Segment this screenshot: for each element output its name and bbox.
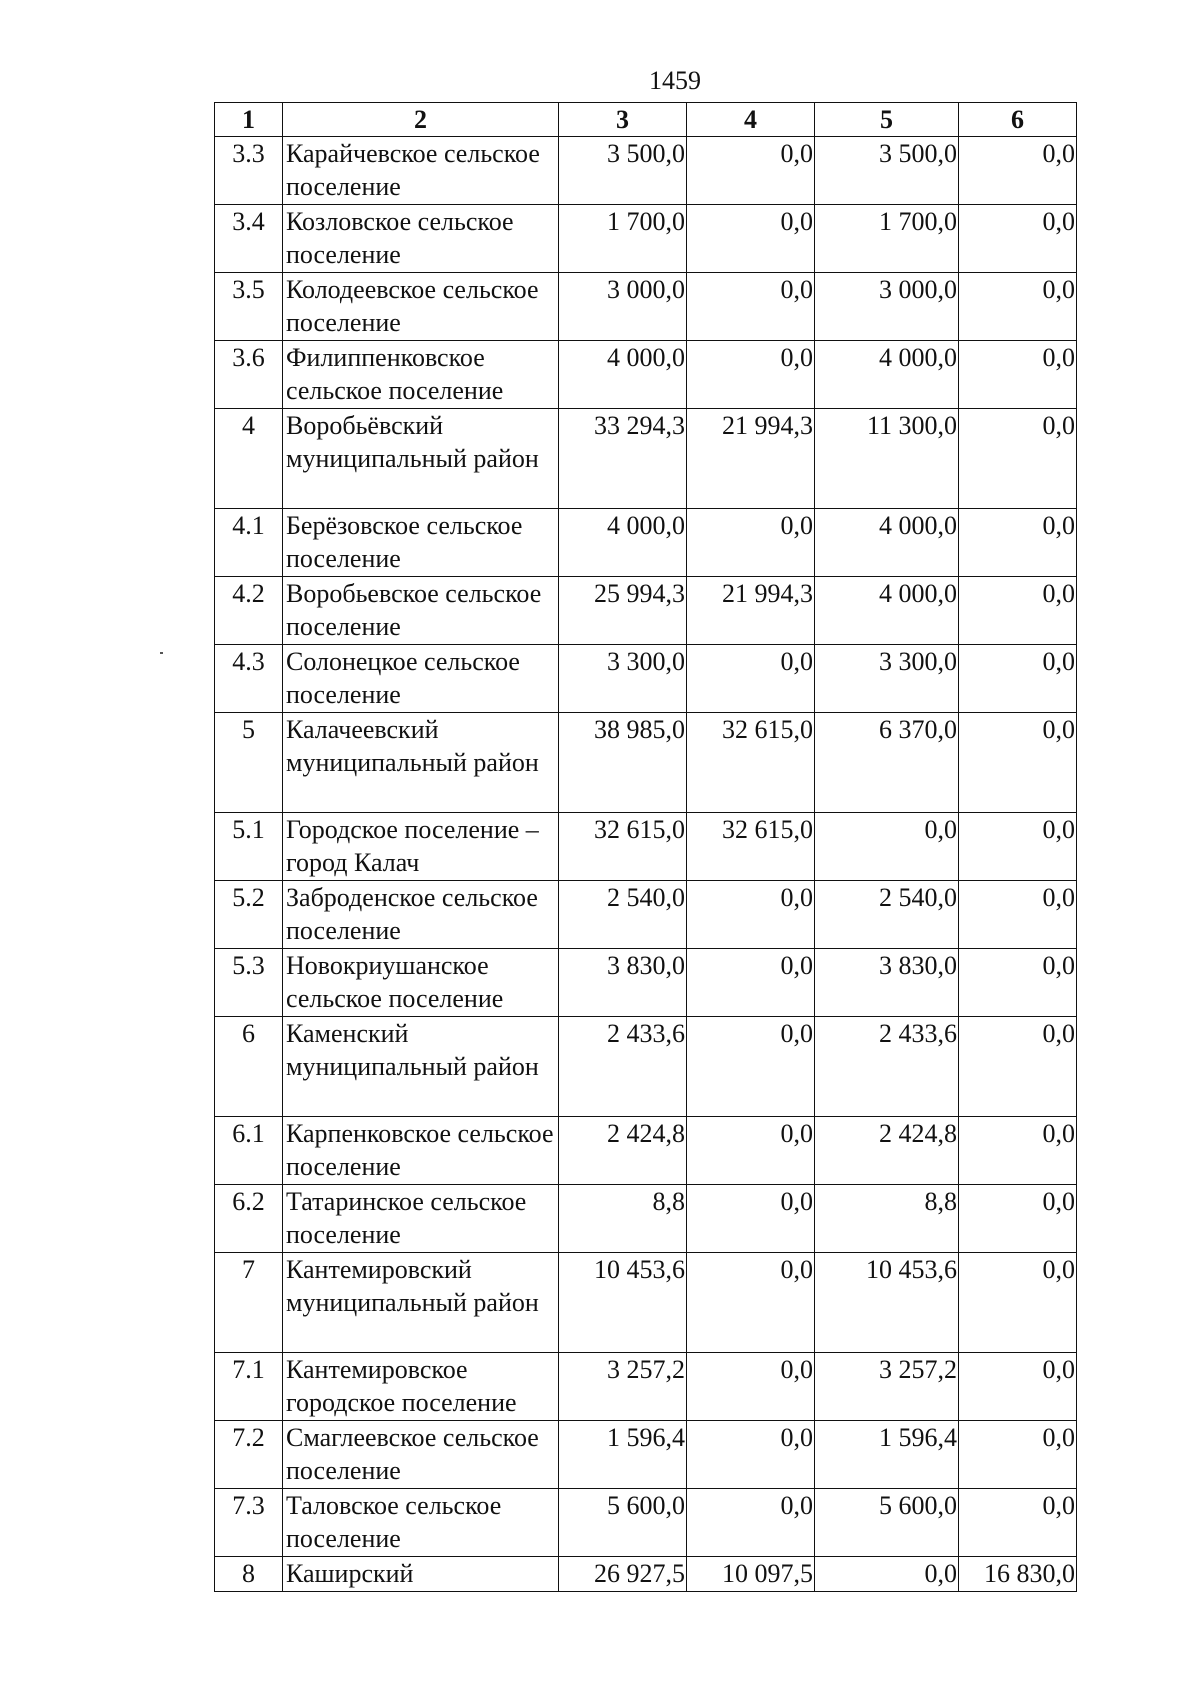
row-number: 3.3 xyxy=(215,137,283,205)
budget-table xyxy=(214,102,1077,1592)
row-value-col4: 21 994,3 xyxy=(687,577,815,645)
table-row xyxy=(215,205,1077,273)
row-name: Воробьевское сельское поселение xyxy=(283,577,559,645)
row-number: 6.2 xyxy=(215,1185,283,1253)
row-value-col5: 5 600,0 xyxy=(815,1489,959,1557)
table-header-row xyxy=(215,103,1077,137)
row-value-col3: 5 600,0 xyxy=(559,1489,687,1557)
row-value-col6: 0,0 xyxy=(959,1253,1077,1353)
row-value-col5: 1 596,4 xyxy=(815,1421,959,1489)
row-value-col3: 4 000,0 xyxy=(559,341,687,409)
row-name: Новокриушанское сельское поселение xyxy=(283,949,559,1017)
row-value-col6: 0,0 xyxy=(959,1353,1077,1421)
row-value-col3: 25 994,3 xyxy=(559,577,687,645)
row-value-col4: 0,0 xyxy=(687,1421,815,1489)
row-value-col6: 0,0 xyxy=(959,881,1077,949)
row-value-col6: 0,0 xyxy=(959,205,1077,273)
row-number: 6.1 xyxy=(215,1117,283,1185)
row-value-col4: 0,0 xyxy=(687,341,815,409)
row-value-col4: 32 615,0 xyxy=(687,713,815,813)
table-row xyxy=(215,137,1077,205)
row-value-col4: 32 615,0 xyxy=(687,813,815,881)
row-value-col6: 0,0 xyxy=(959,1421,1077,1489)
table-row xyxy=(215,1117,1077,1185)
table-row xyxy=(215,409,1077,509)
row-name: Солонецкое сельское поселение xyxy=(283,645,559,713)
header-col-4: 4 xyxy=(687,103,815,137)
row-value-col5: 10 453,6 xyxy=(815,1253,959,1353)
row-number: 3.6 xyxy=(215,341,283,409)
header-col-6: 6 xyxy=(959,103,1077,137)
row-number: 7 xyxy=(215,1253,283,1353)
row-value-col5: 11 300,0 xyxy=(815,409,959,509)
row-value-col4: 0,0 xyxy=(687,1489,815,1557)
table-row xyxy=(215,1253,1077,1353)
row-value-col4: 0,0 xyxy=(687,645,815,713)
row-value-col4: 21 994,3 xyxy=(687,409,815,509)
header-col-2: 2 xyxy=(283,103,559,137)
row-number: 7.1 xyxy=(215,1353,283,1421)
row-value-col6: 0,0 xyxy=(959,273,1077,341)
row-value-col6: 0,0 xyxy=(959,949,1077,1017)
table-row xyxy=(215,645,1077,713)
row-number: 4.2 xyxy=(215,577,283,645)
table-row xyxy=(215,1017,1077,1117)
row-value-col5: 1 700,0 xyxy=(815,205,959,273)
row-value-col3: 1 596,4 xyxy=(559,1421,687,1489)
row-name: Филиппенковское сельское поселение xyxy=(283,341,559,409)
table-row xyxy=(215,713,1077,813)
row-value-col5: 0,0 xyxy=(815,813,959,881)
row-name: Карайчевское сельское поселение xyxy=(283,137,559,205)
row-name: Каширский xyxy=(283,1557,559,1592)
table-row xyxy=(215,341,1077,409)
row-value-col5: 4 000,0 xyxy=(815,577,959,645)
row-value-col5: 2 540,0 xyxy=(815,881,959,949)
row-value-col4: 0,0 xyxy=(687,1185,815,1253)
row-value-col4: 0,0 xyxy=(687,509,815,577)
row-value-col6: 0,0 xyxy=(959,1017,1077,1117)
row-value-col4: 0,0 xyxy=(687,1353,815,1421)
row-value-col3: 1 700,0 xyxy=(559,205,687,273)
row-name: Заброденское сельское поселение xyxy=(283,881,559,949)
row-value-col3: 32 615,0 xyxy=(559,813,687,881)
row-value-col3: 33 294,3 xyxy=(559,409,687,509)
row-value-col5: 3 000,0 xyxy=(815,273,959,341)
row-number: 7.2 xyxy=(215,1421,283,1489)
row-value-col5: 8,8 xyxy=(815,1185,959,1253)
row-name: Городское поселение – город Калач xyxy=(283,813,559,881)
header-col-3: 3 xyxy=(559,103,687,137)
row-name: Таловское сельское поселение xyxy=(283,1489,559,1557)
row-value-col3: 3 300,0 xyxy=(559,645,687,713)
table-row xyxy=(215,1489,1077,1557)
row-name: Козловское сельское поселение xyxy=(283,205,559,273)
row-value-col6: 0,0 xyxy=(959,409,1077,509)
row-value-col6: 0,0 xyxy=(959,137,1077,205)
row-value-col5: 2 433,6 xyxy=(815,1017,959,1117)
row-value-col4: 0,0 xyxy=(687,137,815,205)
row-value-col3: 26 927,5 xyxy=(559,1557,687,1592)
row-number: 5.1 xyxy=(215,813,283,881)
row-value-col6: 0,0 xyxy=(959,645,1077,713)
table-row xyxy=(215,881,1077,949)
row-value-col3: 3 000,0 xyxy=(559,273,687,341)
row-value-col4: 0,0 xyxy=(687,881,815,949)
row-number: 3.5 xyxy=(215,273,283,341)
row-value-col6: 0,0 xyxy=(959,813,1077,881)
table-row xyxy=(215,813,1077,881)
row-value-col4: 0,0 xyxy=(687,205,815,273)
row-value-col4: 0,0 xyxy=(687,1117,815,1185)
row-number: 5.3 xyxy=(215,949,283,1017)
row-value-col6: 0,0 xyxy=(959,713,1077,813)
row-value-col6: 0,0 xyxy=(959,1117,1077,1185)
row-value-col5: 6 370,0 xyxy=(815,713,959,813)
table-row xyxy=(215,273,1077,341)
row-value-col3: 2 540,0 xyxy=(559,881,687,949)
row-value-col5: 4 000,0 xyxy=(815,341,959,409)
row-name: Кантемировское городское поселение xyxy=(283,1353,559,1421)
row-value-col5: 3 830,0 xyxy=(815,949,959,1017)
row-name: Кантемировский муниципальный район xyxy=(283,1253,559,1353)
row-value-col4: 0,0 xyxy=(687,1253,815,1353)
row-number: 5 xyxy=(215,713,283,813)
table-row xyxy=(215,1185,1077,1253)
row-number: 4.3 xyxy=(215,645,283,713)
table-row xyxy=(215,1421,1077,1489)
row-name: Воробьёвский муниципальный район xyxy=(283,409,559,509)
table-body xyxy=(215,137,1077,1592)
row-value-col4: 0,0 xyxy=(687,273,815,341)
row-value-col6: 16 830,0 xyxy=(959,1557,1077,1592)
table-row xyxy=(215,1353,1077,1421)
row-name: Смаглеевское сельское поселение xyxy=(283,1421,559,1489)
table-row xyxy=(215,949,1077,1017)
row-name: Берёзовское сельское поселение xyxy=(283,509,559,577)
row-name: Калачеевский муниципальный район xyxy=(283,713,559,813)
table-row xyxy=(215,509,1077,577)
page-number: 1459 xyxy=(649,66,701,95)
row-value-col3: 4 000,0 xyxy=(559,509,687,577)
scan-speck xyxy=(160,652,163,654)
row-value-col3: 3 830,0 xyxy=(559,949,687,1017)
row-number: 6 xyxy=(215,1017,283,1117)
row-value-col5: 3 300,0 xyxy=(815,645,959,713)
row-number: 5.2 xyxy=(215,881,283,949)
row-value-col3: 38 985,0 xyxy=(559,713,687,813)
row-value-col4: 0,0 xyxy=(687,949,815,1017)
row-name: Колодеевское сельское поселение xyxy=(283,273,559,341)
row-number: 4.1 xyxy=(215,509,283,577)
row-value-col5: 0,0 xyxy=(815,1557,959,1592)
header-col-1: 1 xyxy=(215,103,283,137)
row-value-col5: 3 257,2 xyxy=(815,1353,959,1421)
row-name: Карпенковское сельское поселение xyxy=(283,1117,559,1185)
row-value-col4: 0,0 xyxy=(687,1017,815,1117)
row-value-col3: 2 433,6 xyxy=(559,1017,687,1117)
row-number: 8 xyxy=(215,1557,283,1592)
row-value-col6: 0,0 xyxy=(959,1489,1077,1557)
row-value-col3: 3 500,0 xyxy=(559,137,687,205)
header-col-5: 5 xyxy=(815,103,959,137)
row-value-col6: 0,0 xyxy=(959,509,1077,577)
row-value-col3: 3 257,2 xyxy=(559,1353,687,1421)
row-value-col3: 8,8 xyxy=(559,1185,687,1253)
row-number: 4 xyxy=(215,409,283,509)
table-row xyxy=(215,1557,1077,1592)
row-number: 3.4 xyxy=(215,205,283,273)
row-number: 7.3 xyxy=(215,1489,283,1557)
row-value-col4: 10 097,5 xyxy=(687,1557,815,1592)
row-value-col5: 2 424,8 xyxy=(815,1117,959,1185)
row-value-col3: 10 453,6 xyxy=(559,1253,687,1353)
table-row xyxy=(215,577,1077,645)
row-value-col5: 4 000,0 xyxy=(815,509,959,577)
row-value-col6: 0,0 xyxy=(959,341,1077,409)
row-value-col5: 3 500,0 xyxy=(815,137,959,205)
row-value-col6: 0,0 xyxy=(959,1185,1077,1253)
row-name: Татаринское сельское поселение xyxy=(283,1185,559,1253)
row-value-col6: 0,0 xyxy=(959,577,1077,645)
row-value-col3: 2 424,8 xyxy=(559,1117,687,1185)
row-name: Каменский муниципальный район xyxy=(283,1017,559,1117)
